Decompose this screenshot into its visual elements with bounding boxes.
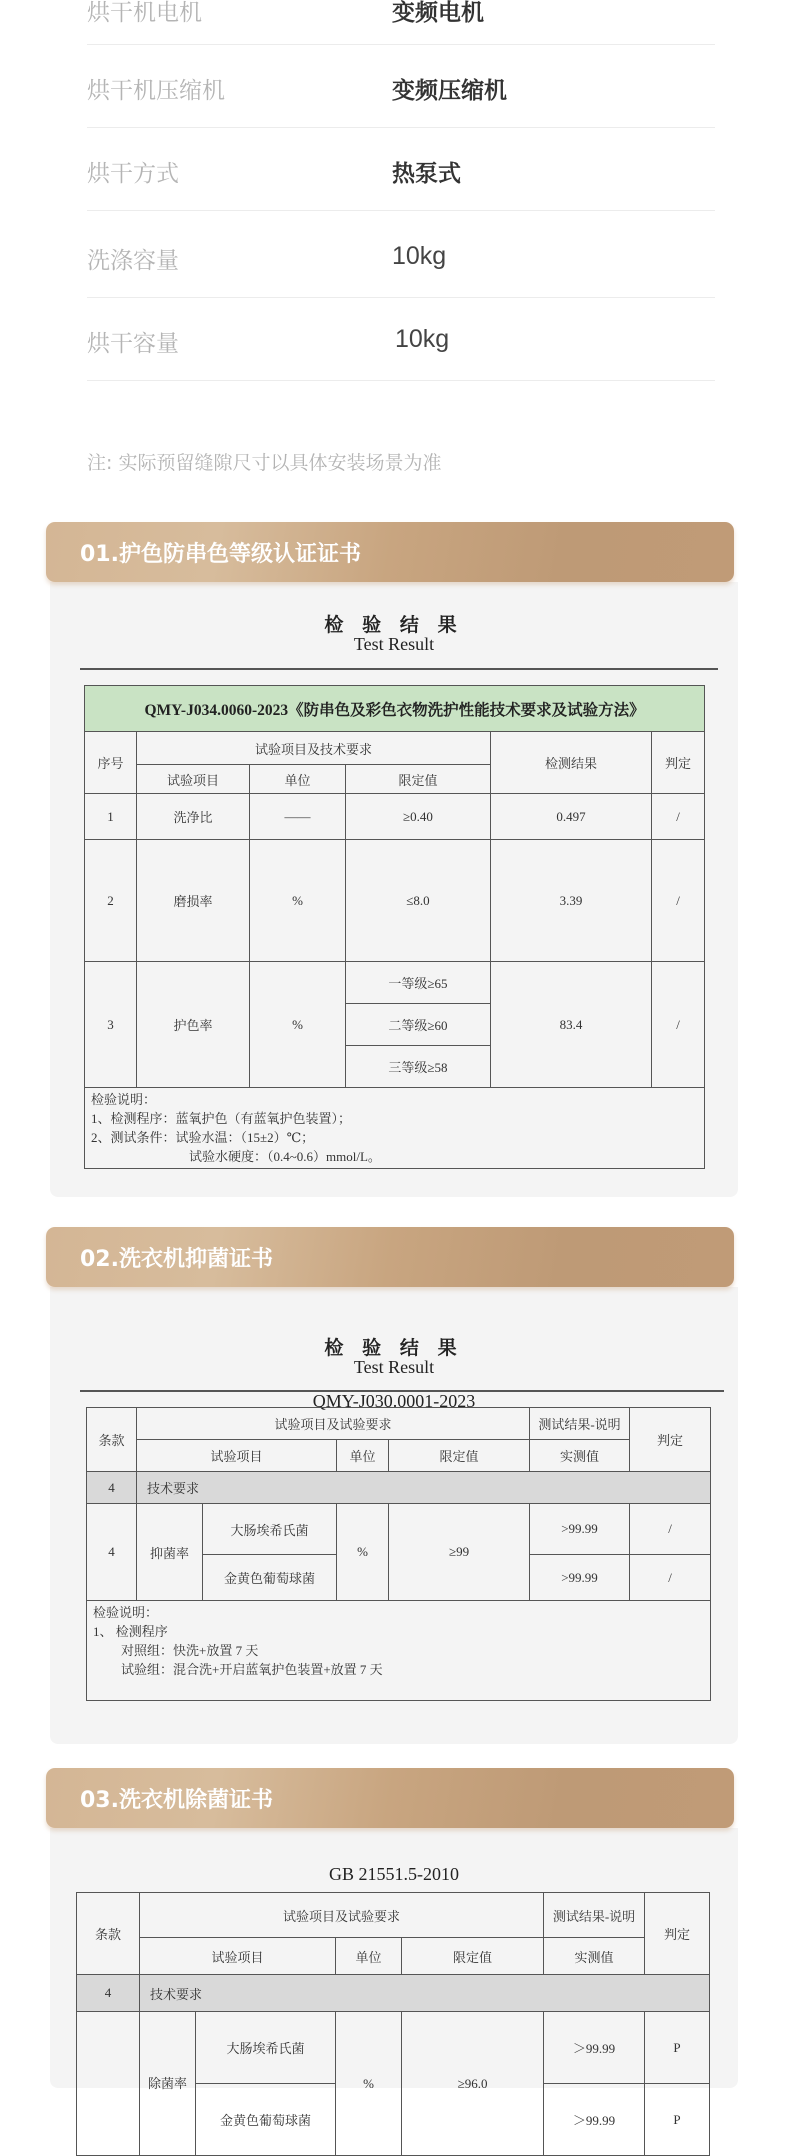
spec-value: 变频电机 [392, 0, 484, 26]
header-item: 试验项目 [140, 1938, 336, 1975]
cell-clause: 4 [77, 1975, 140, 2012]
certificate-card-sterilization [50, 1828, 738, 2128]
section-row [77, 1975, 710, 2012]
cell-item: 除菌率 [140, 2012, 196, 2156]
header-measured: 实测值 [530, 1440, 630, 1472]
cell-limit-grade-2: 二等级≥60 [346, 1004, 491, 1046]
test-result-table [84, 685, 705, 1169]
spec-value: 变频压缩机 [392, 78, 507, 104]
cell-unit: % [250, 840, 346, 962]
cell-limit-grade-1: 一等级≥65 [346, 962, 491, 1004]
doc-title-cn: 检 验 结 果 [324, 1338, 464, 1359]
table-row [85, 794, 705, 840]
test-result-table [86, 1407, 711, 1701]
header-result-group: 测试结果-说明 [530, 1408, 630, 1440]
spec-label: 洗涤容量 [87, 248, 179, 274]
section-title: 03.洗衣机除菌证书 [80, 1788, 273, 1813]
spec-value: 10kg [392, 242, 447, 270]
rule [80, 668, 718, 670]
cell-judge: / [652, 840, 705, 962]
cell-section-label: 技术要求 [137, 1472, 711, 1504]
standard-code: GB 21551.5-2010 [329, 1864, 459, 1884]
spec-value: 10kg [395, 325, 450, 353]
cell-judge: / [652, 962, 705, 1088]
header-judge: 判定 [630, 1408, 711, 1472]
header-group: 试验项目及试验要求 [140, 1893, 544, 1938]
cell-no: 3 [85, 962, 137, 1088]
cell-clause [77, 2012, 140, 2156]
header-clause: 条款 [77, 1893, 140, 1975]
divider [87, 44, 715, 45]
header-measured: 实测值 [544, 1938, 645, 1975]
cell-bacteria: 大肠埃希氏菌 [196, 2012, 336, 2084]
notes-line: 试验组：混合洗+开启蓝氧护色装置+放置 7 天 [121, 1662, 383, 1677]
cell-limit: ≤8.0 [346, 840, 491, 962]
cell-measured: >99.99 [530, 1504, 630, 1555]
cell-limit-grade-3: 三等级≥58 [346, 1046, 491, 1088]
cell-limit: ≥99 [389, 1504, 530, 1601]
cell-judge: / [630, 1504, 711, 1555]
cell-judge: P [645, 2012, 710, 2084]
section-header-sterilization [46, 1768, 734, 1828]
spec-label: 烘干容量 [87, 331, 179, 357]
test-notes [87, 1601, 711, 1701]
header-group: 试验项目及试验要求 [137, 1408, 530, 1440]
header-limit: 限定值 [346, 765, 491, 794]
header-no: 序号 [85, 732, 137, 794]
certificate-card-antibacterial [50, 1287, 738, 1744]
cell-judge: / [652, 794, 705, 840]
notes-line: 1、 检测程序 [93, 1624, 168, 1639]
notes-line: 对照组：快洗+放置 7 天 [121, 1643, 259, 1658]
test-notes [85, 1088, 705, 1169]
cell-measured: >99.99 [530, 1555, 630, 1601]
doc-title-en: Test Result [353, 1357, 435, 1377]
spec-label: 烘干机电机 [87, 0, 202, 26]
header-limit: 限定值 [389, 1440, 530, 1472]
cell-unit: % [337, 1504, 389, 1601]
spec-label: 烘干机压缩机 [87, 78, 225, 104]
notes-heading: 检验说明： [93, 1605, 159, 1620]
table-title: QMY-J034.0060-2023《防串色及彩色衣物洗护性能技术要求及试验方法》 [85, 686, 705, 732]
header-judge: 判定 [645, 1893, 710, 1975]
cell-bacteria: 金黄色葡萄球菌 [196, 2084, 336, 2156]
table-row [87, 1504, 711, 1555]
section-title: 01.护色防串色等级认证证书 [80, 542, 361, 567]
cell-result: 3.39 [491, 840, 652, 962]
divider [87, 210, 715, 211]
standard-code: QMY-J030.0001-2023 [312, 1391, 476, 1411]
doc-title-en: Test Result [353, 634, 435, 654]
table-row [77, 2012, 710, 2084]
cell-item: 磨损率 [137, 840, 250, 962]
cell-measured: ＞99.99 [544, 2084, 645, 2156]
spec-value: 热泵式 [392, 161, 461, 187]
header-judge: 判定 [652, 732, 705, 794]
table-row [85, 962, 705, 1004]
cell-section-label: 技术要求 [140, 1975, 710, 2012]
doc-title-cn: 检 验 结 果 [324, 615, 464, 636]
section-header-color-protection [46, 522, 734, 582]
spec-label: 烘干方式 [87, 161, 179, 187]
certificate-card-color-protection [50, 582, 738, 1197]
cell-unit: % [250, 962, 346, 1088]
notes-line: 1、检测程序：蓝氧护色（有蓝氧护色装置）； [91, 1111, 352, 1126]
cell-clause: 4 [87, 1472, 137, 1504]
notes-line: 2、测试条件：试验水温：（15±2）℃； [91, 1130, 315, 1145]
cell-unit: % [336, 2012, 402, 2156]
header-result-group: 测试结果-说明 [544, 1893, 645, 1938]
cell-no: 1 [85, 794, 137, 840]
cell-item: 洗净比 [137, 794, 250, 840]
cell-judge: P [645, 2084, 710, 2156]
cell-judge: / [630, 1555, 711, 1601]
cell-result: 0.497 [491, 794, 652, 840]
header-clause: 条款 [87, 1408, 137, 1472]
header-item: 试验项目 [137, 765, 250, 794]
divider [87, 297, 715, 298]
section-title: 02.洗衣机抑菌证书 [80, 1247, 273, 1272]
test-result-table [76, 1892, 710, 2156]
section-header-antibacterial [46, 1227, 734, 1287]
header-item: 试验项目 [137, 1440, 337, 1472]
header-group: 试验项目及技术要求 [137, 732, 491, 765]
divider [87, 380, 715, 381]
cell-result: 83.4 [491, 962, 652, 1088]
cell-clause: 4 [87, 1504, 137, 1601]
header-unit: 单位 [250, 765, 346, 794]
cell-item: 抑菌率 [137, 1504, 203, 1601]
header-limit: 限定值 [402, 1938, 544, 1975]
notes-line: 试验水硬度：（0.4~0.6）mmol/L。 [189, 1149, 381, 1164]
cell-unit: —— [250, 794, 346, 840]
installation-note: 注: 实际预留缝隙尺寸以具体安装场景为准 [87, 452, 442, 474]
section-row [87, 1472, 711, 1504]
cell-measured: ＞99.99 [544, 2012, 645, 2084]
header-unit: 单位 [337, 1440, 389, 1472]
header-result: 检测结果 [491, 732, 652, 794]
cell-limit: ≥96.0 [402, 2012, 544, 2156]
notes-heading: 检验说明： [91, 1092, 157, 1107]
cell-no: 2 [85, 840, 137, 962]
table-row [85, 840, 705, 962]
cell-limit: ≥0.40 [346, 794, 491, 840]
cell-bacteria: 大肠埃希氏菌 [203, 1504, 337, 1555]
header-unit: 单位 [336, 1938, 402, 1975]
cell-item: 护色率 [137, 962, 250, 1088]
divider [87, 127, 715, 128]
cell-bacteria: 金黄色葡萄球菌 [203, 1555, 337, 1601]
